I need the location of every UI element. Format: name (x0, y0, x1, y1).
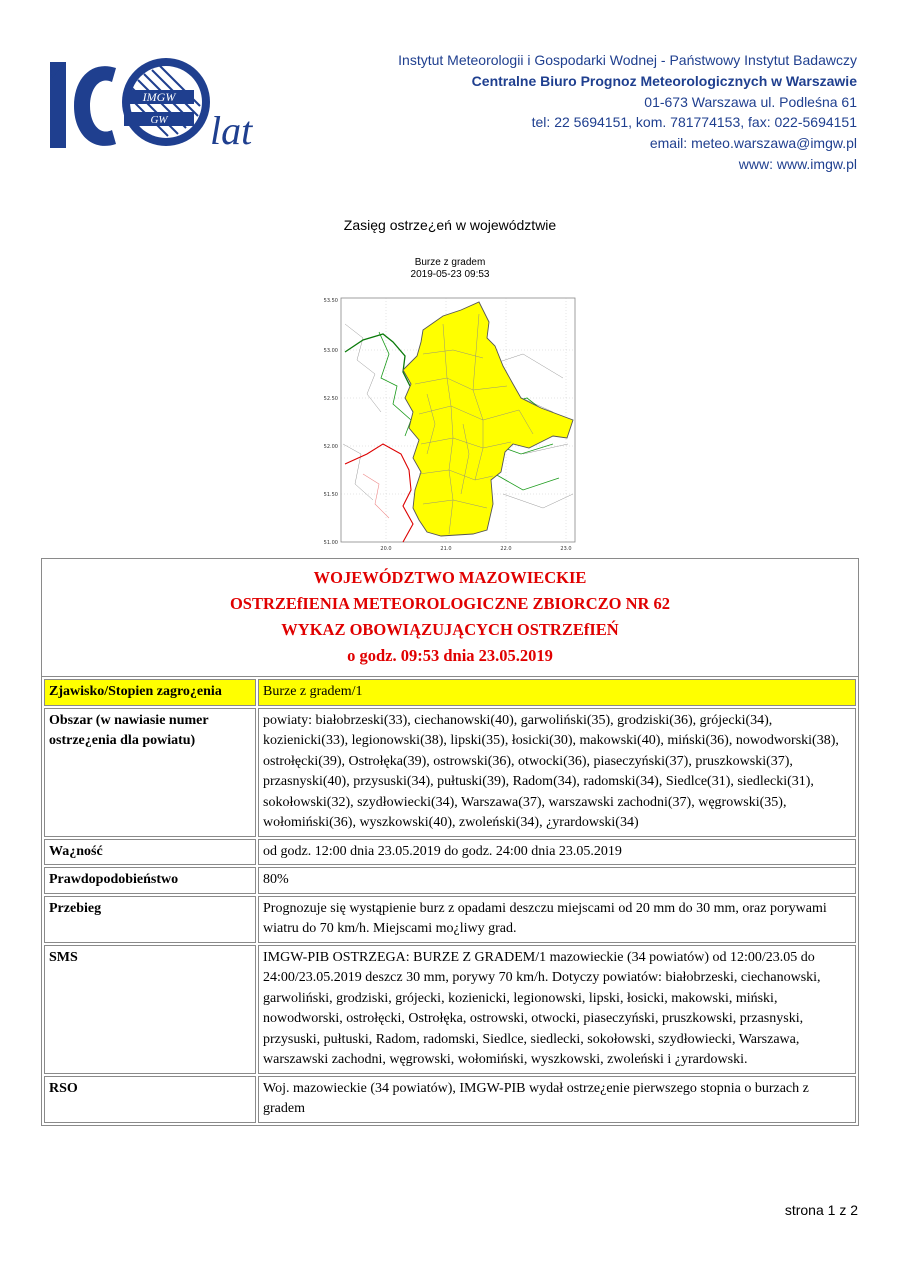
warning-bulletin (41, 558, 859, 1126)
x-tick-label: 23.0 (560, 546, 572, 552)
y-tick-label: 53.00 (323, 348, 338, 354)
row-value: od godz. 12:00 dnia 23.05.2019 do godz. 24:00 dnia 23.05.2019 (258, 839, 856, 866)
x-tick-label: 22.0 (500, 546, 512, 552)
map-caption: Zasięg ostrze¿eń w województwie (343, 217, 557, 233)
svg-text:GW: GW (150, 114, 168, 126)
row-value: Prognozuje się wystąpienie burz z opadami deszczu miejscami od 20 mm do 30 mm, oraz porywami wiatru do 70 km/h. Miejscami mo¿liwy grad. (258, 896, 856, 943)
voivodeship-title: WOJEWÓDZTWO MAZOWIECKIE (313, 568, 587, 587)
office-name: Centralne Biuro Prognoz Meteorologicznych w Warszawie (471, 72, 857, 89)
map-phenomenon: Burze z gradem (414, 257, 486, 268)
bulletin-number: OSTRZEfIENIA METEOROLOGICZNE ZBIORCZO NR 62 (229, 594, 671, 613)
warning-table (42, 677, 858, 1125)
bulletin-subtitle: WYKAZ OBOWIĄZUJĄCYCH OSTRZEfIEŃ (281, 620, 619, 639)
bulletin-title (42, 559, 858, 677)
map-title (0, 257, 900, 281)
x-tick-label: 20.0 (380, 546, 392, 552)
row-value: 80% (258, 867, 856, 894)
row-key: Zjawisko/Stopien zagro¿enia (44, 679, 256, 706)
table-row (44, 945, 856, 1074)
bulletin-time: o godz. 09:53 dnia 23.05.2019 (347, 646, 553, 665)
table-row (44, 708, 856, 837)
institution-name: Instytut Meteorologii i Gospodarki Wodnej - Państwowy Instytut Badawczy (398, 52, 857, 68)
phone-fax: tel: 22 5694151, kom. 781774153, fax: 022-5694151 (531, 114, 857, 131)
table-row (44, 679, 856, 706)
address: 01-673 Warszawa ul. Podleśna 61 (644, 93, 857, 110)
page-number: strona 1 z 2 (784, 1202, 858, 1218)
email[interactable]: email: meteo.warszawa@imgw.pl (649, 135, 857, 152)
row-value: Woj. mazowieckie (34 powiatów), IMGW-PIB wydał ostrze¿enie pierwszego stopnia o burzach z gradem (258, 1076, 856, 1123)
row-key: SMS (44, 945, 256, 1074)
website[interactable]: www: www.imgw.pl (738, 155, 857, 172)
row-value: IMGW-PIB OSTRZEGA: BURZE Z GRADEM/1 mazowieckie (34 powiatów) od 12:00/23.05 do 24:00/23.05.2019 deszcz 30 mm, porywy 70 km/h. Dotyczy powiatów: białobrzeski, ciechanowski, garwoliński, grodziski, grójecki, kozienicki, legionowski, lipski, łosicki, makowski, miński, nowodworski, ostrołęcki, Ostrołęka, ostrowski, otwocki, piaseczyński, pruszkowski, przasnyski, przysuski, pułtuski, Radom, radomski, Siedlce, siedlecki, sokołowski, szydłowiecki, Warszawa, warszawski zachodni, węgrowski, wołomiński, wyszkowski, zwoleński i ¿yrardowski. (258, 945, 856, 1074)
row-key: Przebieg (44, 896, 256, 943)
warning-map (323, 294, 579, 556)
svg-text:lat: lat (210, 108, 253, 153)
institution-header (398, 50, 857, 175)
table-row (44, 896, 856, 943)
y-tick-label: 52.00 (323, 444, 338, 450)
table-row (44, 839, 856, 866)
x-tick-label: 21.0 (440, 546, 452, 552)
row-key: Prawdopodobieństwo (44, 867, 256, 894)
y-tick-label: 51.00 (323, 540, 338, 546)
table-row (44, 1076, 856, 1123)
row-value: powiaty: białobrzeski(33), ciechanowski(40), garwoliński(35), grodziski(36), grójecki(34), kozienicki(33), legionowski(38), lipski(35), łosicki(30), makowski(40), miński(36), nowodworski(38), ostrołęcki(39), Ostrołęka(39), ostrowski(36), otwocki(36), piaseczyński(37), pruszkowski(37), przasnyski(40), przysuski(34), pułtuski(39), Radom(34), radomski(34), Siedlce(31), siedlecki(31), sokołowski(32), szydłowiecki(34), Warszawa(37), warszawski zachodni(37), węgrowski(35), wołomiński(36), wyszkowski(40), zwoleński(34), ¿yrardowski(34) (258, 708, 856, 837)
table-row (44, 867, 856, 894)
row-value: Burze z gradem/1 (258, 679, 856, 706)
row-key: Obszar (w nawiasie numer ostrze¿enia dla powiatu) (44, 708, 256, 837)
y-tick-label: 51.50 (323, 492, 338, 498)
y-tick-label: 53.50 (323, 298, 338, 304)
row-key: RSO (44, 1076, 256, 1123)
imgw-100-lat-logo (48, 56, 273, 156)
svg-text:IMGW: IMGW (142, 90, 176, 104)
y-tick-label: 52.50 (323, 396, 338, 402)
row-key: Wa¿ność (44, 839, 256, 866)
map-timestamp: 2019-05-23 09:53 (410, 269, 490, 280)
